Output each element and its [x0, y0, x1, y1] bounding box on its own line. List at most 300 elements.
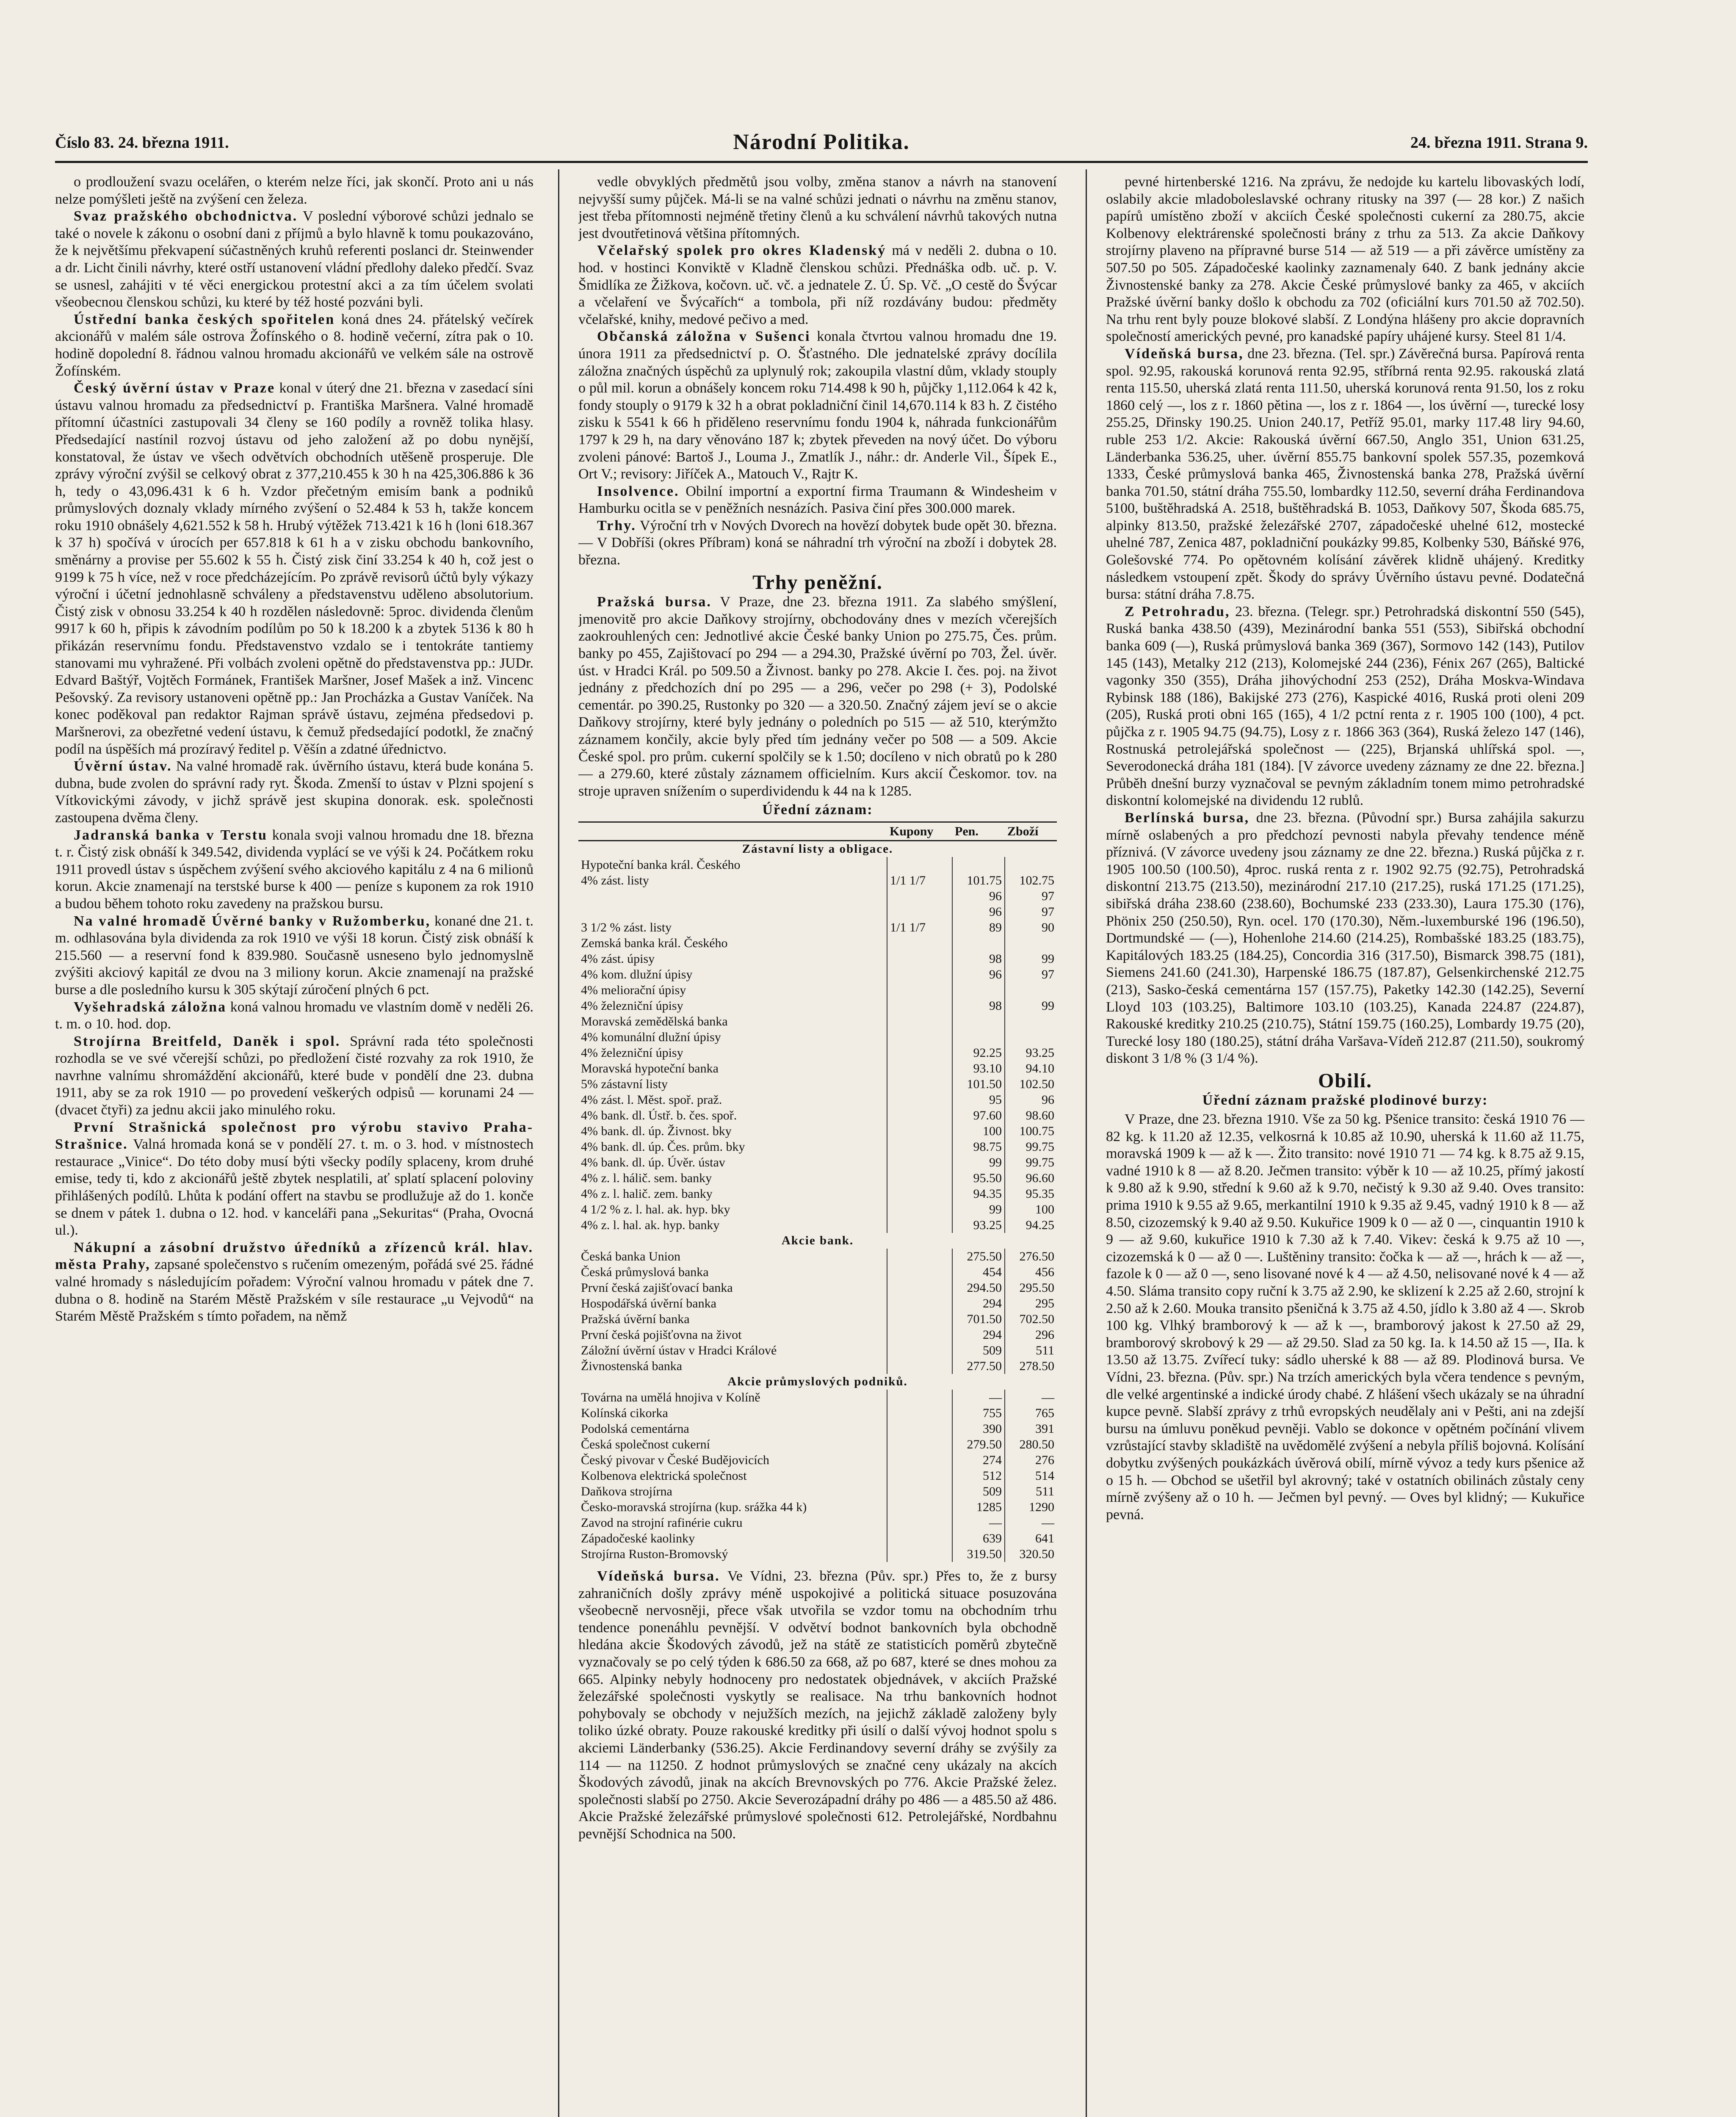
article-heading: Na valné hromadě Úvěrné banky v Ružomberku,	[74, 913, 431, 929]
coupon-cell	[887, 1327, 952, 1343]
bid-price: 454	[952, 1264, 1005, 1280]
table-row	[578, 857, 1057, 873]
article-paragraph	[55, 827, 534, 913]
coupon-cell	[887, 1045, 952, 1061]
table-row	[578, 1327, 1057, 1343]
table-row	[578, 1311, 1057, 1327]
security-name: 5% zástavní listy	[581, 1077, 668, 1091]
ask-price: —	[1005, 1390, 1057, 1405]
bid-price: 93.25	[952, 1217, 1005, 1233]
ask-price: 97	[1005, 904, 1057, 920]
security-name: Česká společnost cukerní	[581, 1437, 710, 1451]
table-row	[578, 1264, 1057, 1280]
column-3	[1106, 174, 1584, 2117]
table-row	[578, 1029, 1057, 1045]
bid-price: 319.50	[952, 1546, 1005, 1562]
article-paragraph	[578, 517, 1057, 569]
article-text: koná valnou hromadu ve vlastním domě v neděli 26. t. m. o 10. hod. dop.	[55, 999, 534, 1032]
coupon-cell	[887, 1343, 952, 1358]
security-name: Strojírna Ruston-Bromovský	[581, 1547, 728, 1561]
security-name: Česká banka Union	[581, 1249, 680, 1263]
coupon-cell	[887, 1515, 952, 1531]
bid-price: 99	[952, 1202, 1005, 1217]
coupon-cell	[887, 1139, 952, 1155]
coupon-cell: 1/1 1/7	[887, 873, 952, 888]
security-name	[578, 888, 887, 904]
security-name: Česká průmyslová banka	[581, 1265, 709, 1279]
coupon-cell	[887, 1264, 952, 1280]
sub-heading: Úřední záznam pražské plodinové burzy:	[1202, 1092, 1488, 1108]
article-heading: Ústřední banka českých spořitelen	[74, 311, 335, 327]
coupon-cell	[887, 1296, 952, 1311]
bid-price: 99	[952, 1155, 1005, 1170]
coupon-cell	[887, 1531, 952, 1546]
table-row	[578, 1358, 1057, 1374]
bid-price: 98.75	[952, 1139, 1005, 1155]
article-paragraph	[578, 483, 1057, 517]
table-row	[578, 1076, 1057, 1092]
bid-price: 701.50	[952, 1311, 1005, 1327]
bid-price: 95.50	[952, 1170, 1005, 1186]
security-name: Zavod na strojní rafinérie cukru	[581, 1515, 743, 1530]
security-name: Kolbenova elektrická společnost	[581, 1468, 747, 1483]
ask-price: 96.60	[1005, 1170, 1057, 1186]
coupon-cell	[887, 1014, 952, 1029]
article-paragraph	[1106, 345, 1584, 603]
bid-price: 89	[952, 920, 1005, 935]
ask-price: 94.10	[1005, 1061, 1057, 1076]
bid-price	[952, 935, 1005, 951]
ask-price: 702.50	[1005, 1311, 1057, 1327]
ask-price	[1005, 1014, 1057, 1029]
ask-price: 100.75	[1005, 1123, 1057, 1139]
bid-price	[952, 982, 1005, 998]
security-name: Podolská cementárna	[581, 1421, 689, 1436]
bid-price: 277.50	[952, 1358, 1005, 1374]
article-text: V Praze, dne 23. března 1911. Za slabého smýšlení, jmenovitě pro akcie Daňkovy strojírny, obchodovány dnes v mezích včerejších zaokrouhlených cen: Jednotlivé akcie České banky Union po 275.75, Čes. prům. banky po 455, Zajištovací po 294 — a 294.30, Pražské úvěrní po 703, Žel. úvěr. úst. v Hradci Král. po 509.50 a Živnost. banky po 278. Akcie I. čes. poj. na život jednány z předchozích dní po 295 — a 296, večer po 298 (+ 3), Podolské cementár. po 390.25, Rustonky po 320 — a 320.50. Značný zájem jeví se o akcie Daňkovy strojírny, které byly jednány o poledních po 515 — až 510, kterýmžto záznamem končily, akcie byly před tím jednány večer po 508 — a 509. Akcie České spol. pro prům. cukerní spolčily se k 1.50; docíleno v nich obratů po k 280 — a 279.60, které zůstaly záznamem officielním. Kurs akcií Českomor. tov. na stroje upraven snížením o superdividendu k 44 na k 1285.	[578, 594, 1057, 799]
table-row	[578, 1484, 1057, 1499]
security-name: 4% bank. dl. úp. Čes. prům. bky	[581, 1139, 745, 1154]
table-header-cell: Zboží	[1005, 822, 1057, 840]
quotation-table	[578, 821, 1057, 1562]
coupon-cell	[887, 951, 952, 967]
coupon-cell	[887, 1170, 952, 1186]
article-text: dne 23. března. (Tel. spr.) Závěrečná bursa. Papírová renta spol. 92.95, rakouská korunová renta 92.95, stříbrná renta 92.95. rakouská zlatá renta 115.50, uherská zlatá renta 111.50, uherská korunová renta 91.50, los z roku 1860 celý —, los z r. 1860 pětina —, los z r. 1864 —, los úvěrní —, turecké losy 255.25, Dřinsky 190.25. Union 240.17, Petříž 95.01, marky 117.48 liry 94.60, ruble 253 1/2. Akcie: Rakouská úvěrní 667.50, Anglo 351, Union 631.25, Länderbanka 536.25, uher. úvěrní 855.75 bankovní spolek 557.35, pozemková 1333, České průmyslová banka 465, Živnostenská banka 278, Pražská úvěrní banka 701.50, státní dráha 755.50, lombardky 112.50, severní dráha Ferdinandova 5100, buštěhradská A. 2518, buštěhradská B. 1053, Daňkovy 507, Škoda 685.75, alpinky 813.50, pražské železářské 2707, západočeské uhelné 612, mostecké uhelné 787, Zenica 487, pokladniční poukázky 99.85, Kolbenky 530, Báňské 976, Golešovské 774. Po opětovném kolísání závěrek klidně uhájený. Kreditky následkem vstoupení zpět. Škody do správy Úvěrního ústavu pevné. Dodatečná bursa: státní dráha 7.8.75.	[1106, 345, 1584, 602]
page-header	[55, 131, 1588, 163]
coupon-cell	[887, 935, 952, 951]
coupon-cell	[887, 1280, 952, 1296]
security-name: První česká pojišťovna na život	[581, 1327, 742, 1342]
table-row	[578, 904, 1057, 920]
table-row	[578, 1123, 1057, 1139]
article-heading: Vyšehradská záložna	[74, 999, 227, 1015]
table-row	[578, 1421, 1057, 1437]
bid-price: 101.75	[952, 873, 1005, 888]
table-header-cell: Kupony	[887, 822, 952, 840]
article-text: konala svoji valnou hromadu dne 18. března t. r. Čistý zisk obnáší k 349.542, dividenda vyplácí se ve výši k 24. Počátkem roku 1911 provedl ústav s úspěchem zvýšení svého akciového kapitálu z 4 na 6 milionů korun. Akcie znamenají na terstské burse k 400 — peníze s kuponem za rok 1910 a budou během tohoto roku zavedeny na pražskou bursu.	[55, 827, 534, 912]
ask-price: 514	[1005, 1468, 1057, 1484]
article-heading: Z Petrohradu,	[1125, 603, 1230, 619]
article-paragraph	[55, 913, 534, 999]
article-heading: Včelařský spolek pro okres Kladenský	[597, 243, 887, 259]
coupon-cell	[887, 982, 952, 998]
table-row	[578, 1343, 1057, 1358]
security-name: 4% zást. listy	[581, 873, 649, 887]
article-paragraph	[1106, 1111, 1584, 1523]
coupon-cell	[887, 888, 952, 904]
coupon-cell	[887, 857, 952, 873]
bid-price: 639	[952, 1531, 1005, 1546]
coupon-cell	[887, 1186, 952, 1202]
section-heading: Trhy peněžní.	[752, 571, 883, 594]
ask-price	[1005, 982, 1057, 998]
article-text: Ve Vídni, 23. března (Pův. spr.) Přes to, že z bursy zahraničních došly zprávy méně uspokojivé a politická situace posuzována všeobecně nervosněji, přece však utvořila se vzdor tomu na obchodním trhu tendence ponenáhlu pevnější. V odvětví bodnot bankovních byla obchodně hledána akcie Škodových závodů, jež na státě ze statisticích poměrů zbytečně vyznačovaly se po celý týden k 686.50 za 668, až po 687, které se dnes mohou za 665. Alpinky nebyly hodnoceny pro nedostatek objednávek, v akciích Pražské železářské společnosti vyskytly se realisace. Na trhu bankovních hodnot pohybovaly se obchody v nejužších mezích, na jejichž základě založeny byly toliko úzké obraty. Pouze rakouské kreditky při úsilí o další vývoj hodnot spolu s akciemi Länderbanky (536.25). Akcie Ferdinandovy severní dráhy se zvýšily za 114 — na 11250. Z hodnot průmyslových se značné ceny ukázaly na akcích Škodových závodů, jinak na akcích Brevnovských po 776. Akcie Pražské želez. společnosti slabší po 2750. Akcie Severozápadní dráhy po 486 — a 485.50 až 486. Akcie Pražské železářské průmyslové společnosti 612. Petrolejářské, Nordbahnu pevnější Schodnica na 500.	[578, 1568, 1057, 1842]
issue-date: Číslo 83. 24. března 1911.	[55, 134, 229, 152]
table-row	[578, 888, 1057, 904]
bid-price: 294.50	[952, 1280, 1005, 1296]
column-1	[55, 174, 534, 2117]
bid-price	[952, 1014, 1005, 1029]
article-paragraph	[1106, 810, 1584, 1067]
bid-price: 98	[952, 998, 1005, 1014]
article-text: o prodloužení svazu ocelářen, o kterém nelze říci, jak skončí. Proto ani u nás nelze pomýšleti ještě na zvýšení cen železa.	[55, 174, 534, 207]
table-group-heading: Zástavní listy a obligace.	[742, 842, 893, 856]
coupon-cell	[887, 1061, 952, 1076]
article-paragraph	[1106, 603, 1584, 810]
coupon-cell	[887, 1155, 952, 1170]
ask-price: 97	[1005, 888, 1057, 904]
table-header-row	[578, 822, 1057, 840]
table-row	[578, 1061, 1057, 1076]
coupon-cell	[887, 904, 952, 920]
bid-price: 96	[952, 904, 1005, 920]
coupon-cell	[887, 1546, 952, 1562]
column-divider	[558, 169, 559, 2117]
coupon-cell	[887, 1484, 952, 1499]
article-heading: Insolvence.	[597, 483, 680, 499]
table-row	[578, 1468, 1057, 1484]
coupon-cell	[887, 967, 952, 982]
bid-price: 390	[952, 1421, 1005, 1437]
ask-price: 102.75	[1005, 873, 1057, 888]
bid-price: 279.50	[952, 1437, 1005, 1452]
table-row	[578, 1014, 1057, 1029]
ask-price: 511	[1005, 1343, 1057, 1358]
bid-price: 94.35	[952, 1186, 1005, 1202]
ask-price: 276.50	[1005, 1249, 1057, 1264]
ask-price	[1005, 935, 1057, 951]
ask-price	[1005, 1029, 1057, 1045]
article-text: Na valné hromadě rak. úvěrního ústavu, která bude konána 5. dubna, bude zvolen do správní rady ryt. Škoda. Zmenší to ústav v Plzni spojení s Vítkovickými závody, v jichž správě jest skupina donorak. esk. společnosti zastoupena dvěma členy.	[55, 758, 534, 826]
table-row	[578, 935, 1057, 951]
security-name: Daňkova strojírna	[581, 1484, 672, 1498]
security-name: Kolínská cikorka	[581, 1406, 668, 1420]
security-name: Zemská banka král. Českého	[581, 936, 728, 950]
security-name: Pražská úvěrní banka	[581, 1312, 690, 1326]
security-name: Česko-moravská strojírna (kup. srážka 44 k)	[581, 1500, 807, 1514]
security-name: Moravská hypoteční banka	[581, 1061, 719, 1075]
security-name: 4 1/2 % z. l. hal. ak. hyp. bky	[581, 1202, 730, 1216]
bid-price: —	[952, 1390, 1005, 1405]
table-header-cell: Pen.	[952, 822, 1005, 840]
ask-price: 295	[1005, 1296, 1057, 1311]
bid-price: —	[952, 1515, 1005, 1531]
newspaper-title: Národní Politika.	[733, 130, 910, 154]
article-heading: Vídeňská bursa.	[597, 1568, 720, 1584]
table-group-row	[578, 1233, 1057, 1249]
coupon-cell	[887, 1311, 952, 1327]
coupon-cell	[887, 1452, 952, 1468]
table-row	[578, 951, 1057, 967]
coupon-cell	[887, 1437, 952, 1452]
table-row	[578, 1280, 1057, 1296]
coupon-cell	[887, 1076, 952, 1092]
bid-price: 98	[952, 951, 1005, 967]
ask-price: 276	[1005, 1452, 1057, 1468]
bid-price: 101.50	[952, 1076, 1005, 1092]
security-name: První česká zajišťovací banka	[581, 1280, 733, 1295]
table-row	[578, 1202, 1057, 1217]
security-name: 4% železniční úpisy	[581, 1045, 683, 1060]
ask-price: 456	[1005, 1264, 1057, 1280]
table-row	[578, 1390, 1057, 1405]
article-paragraph	[578, 328, 1057, 483]
article-text: koná dnes 24. přátelský večírek akcionářů v malém sále ostrova Žofínského o 8. hodině večerní, zítra pak o 10. hodině dopolední 8. řádnou valnou hromadu akcionářů ve velkém sále na ostrově Žofínském.	[55, 311, 534, 379]
ask-price: 391	[1005, 1421, 1057, 1437]
article-paragraph	[55, 1239, 534, 1325]
table-group-row	[578, 1374, 1057, 1390]
bid-price: 509	[952, 1484, 1005, 1499]
article-text: Valná hromada koná se v pondělí 27. t. m. o 3. hod. v místnostech restaurace „Vinice“. Do této doby musí býti všecky podíly splaceny, krom druhé emise, tedy ti, kdo z akcionářů ještě zbytek nesplatili, ať splatí splacení poloviny přihlášených podílů. Lhůta k podání offert na stavbu se prodlužuje až do 1. konče se dnem v pátek 1. dubna o 12. hod. v kanceláři pana „Sekuritas“ (Praha, Ovocná ul.).	[55, 1136, 534, 1238]
coupon-cell	[887, 1390, 952, 1405]
bid-price: 93.10	[952, 1061, 1005, 1076]
security-name: 4% z. l. hálič. sem. banky	[581, 1171, 712, 1185]
security-name: 3 1/2 % zást. listy	[581, 920, 672, 934]
ask-price: 511	[1005, 1484, 1057, 1499]
page-number: 24. března 1911. Strana 9.	[1410, 134, 1588, 152]
article-heading: Úvěrní ústav.	[74, 758, 172, 774]
table-row	[578, 1546, 1057, 1562]
table-row	[578, 1249, 1057, 1264]
coupon-cell	[887, 1202, 952, 1217]
security-name: 4% z. l. halič. zem. banky	[581, 1186, 713, 1201]
ask-price: 93.25	[1005, 1045, 1057, 1061]
ask-price: 98.60	[1005, 1108, 1057, 1123]
bid-price: 275.50	[952, 1249, 1005, 1264]
table-row	[578, 1499, 1057, 1515]
article-text: konal v úterý dne 21. března v zasedací síni ústavu valnou hromadu za předsednictví p. Františka Maršnera. Valné hromadě přítomní účastníci zastupovali 34 členy se 160 podíly a rovněž tolika hlasy. Předsedající nastínil rozvoj ústavu od jeho založení až po dobu nynější, konstatoval, že ústav ve všech odvětvích obchodních utěšeně prosperuje. Dle zprávy výroční zvýšil se celkový obrat z 377,210.455 k 30 h na 425,306.886 k 36 h, tedy o 43,096.431 k 6 h. Vzdor přečetným emisím bank a podniků průmyslových doznaly vklady mírného zvýšení o 52.484 k 53 h, takže koncem roku 1910 obnášely 4,621.552 k 58 h. Hrubý výtěžek 713.421 k 16 h (loni 618.367 k 37 h) spočívá v úrocích per 657.818 k 61 h a v zisku obchodu bankovního, směnárny a provise per 55.602 k 55 h. Čistý zisk činí 33.254 k 40 h, což jest o 9199 k 75 h více, než v roce předcházejícím. Po zprávě revisorů účtů byly výkazy výroční i účetní jednohlasně schváleny a představenstvu uděleno absolutorium. Čistý zisk v obnosu 33.254 k 40 h rozdělen následovně: 5proc. dividenda členům 9917 k 60 h, připis k závodním podílům po 50 k 18.200 k a zbytek 5136 k 80 h přikázán reservnímu fondu. Představenstvo vzdalo se i tentokráte tantiemy stanovami mu vyhražené. Při volbách zvoleni opětně do představenstva pp.: JUDr. Edvard Baštýř, Vojtěch Formánek, František Maršner, Josef Mašek a inž. Vincenc Pešovský. Za revisory ustanoveni opětně pp.: Jan Procházka a Gustav Vaníček. Na konec poděkoval pan redaktor Rajman správě ústavu, zejména předsedovi p. Maršnerovi, za obezřetné vedení ústavu, k čemuž předsedající podotkl, že značný podíl na úspěších má prozíravý ředitel p. Věšín a zdatné úřednictvo.	[55, 380, 534, 757]
table-group-heading: Akcie bank.	[781, 1233, 854, 1247]
ask-price: 95.35	[1005, 1186, 1057, 1202]
coupon-cell	[887, 1405, 952, 1421]
coupon-cell	[887, 998, 952, 1014]
coupon-cell	[887, 1217, 952, 1233]
article-heading: Strojírna Breitfeld, Daněk i spol.	[74, 1033, 341, 1049]
coupon-cell	[887, 1249, 952, 1264]
article-heading: Jadranská banka v Terstu	[74, 827, 268, 843]
table-row	[578, 873, 1057, 888]
table-row	[578, 1515, 1057, 1531]
coupon-cell	[887, 1092, 952, 1108]
article-heading: Pražská bursa.	[597, 594, 712, 610]
article-paragraph	[55, 380, 534, 758]
security-name: 4% zást. l. Měst. spoř. praž.	[581, 1092, 722, 1107]
article-heading: Svaz pražského obchodnictva.	[74, 208, 298, 224]
article-text: 23. března. (Telegr. spr.) Petrohradská diskontní 550 (545), Ruská banka 438.50 (439), Mezinárodní banka 551 (553), Sibiřská obchodní banka 609 (—), Ruská průmyslová banka 369 (367), Sormovo 142 (143), Putilov 145 (143), Metalky 212 (213), Kolomejské 244 (236), Fénix 267 (265), Baltické vagonky 350 (355), Dráha jihovýchodní 253 (252), Dráha Moskva-Windava Rybinsk 188 (186), Bakijské 273 (276), Kaspické 4016, Ruská proti oleni 209 (205), Ruská proti obni 165 (165), 4 1/2 pctní renta z r. 1905 100 (100), 4 pct. půjčka z r. 1905 94.75 (94.75), Losy z r. 1866 363 (364), Ruská železo 147 (146), Rostnuská petrolejářská společnost — (225), Brjanská uhlířská spol. —, Severodonecká dráha 181 (184). [V závorce uvedeny záznamy ze dne 22. března.] Průběh dnešní burzy vyznačoval se pevným základním tonem mimo petrohradské diskontní kolomejské na dividendu 12 rublů.	[1106, 603, 1584, 809]
bid-price: 294	[952, 1296, 1005, 1311]
bid-price: 1285	[952, 1499, 1005, 1515]
table-row	[578, 982, 1057, 998]
security-name: 4% meliorační úpisy	[581, 983, 686, 997]
security-name: Český pivovar v České Budějovicích	[581, 1453, 769, 1467]
article-text: Výroční trh v Nových Dvorech na hovězí dobytek bude opět 30. března. — V Dobříši (okres Příbram) koná se náhradní trh výroční na zboží i dobytek 28. března.	[578, 517, 1057, 568]
security-name: 4% železniční úpisy	[581, 998, 683, 1013]
bid-price	[952, 857, 1005, 873]
ask-price: 102.50	[1005, 1076, 1057, 1092]
security-name: Hypoteční banka král. Českého	[581, 857, 741, 872]
bid-price: 100	[952, 1123, 1005, 1139]
security-name: 4% kom. dlužní úpisy	[581, 967, 693, 981]
article-text: dne 23. března. (Původní spr.) Bursa zahájila sakurzu mírně oslabených a pro předchozí pevnosti nabyla převahy tendence méně příznivá. (V závorce uvedeny jsou záznamy ze dne 22. března.) Ruská půjčka z r. 1905 100.50 (100.50), 4proc. ruská renta z r. 1902 92.75 (92.75), Petrohradská diskontní 213.75 (213.50), mezinárodní 217.10 (217.25), ruská 171.25 (171.25), sibiřská dráha 238.60 (238.60), Bochumské 233 (233.30), Laura 175.30 (176), Phönix 250 (250.50), Ryn. ocel. 170 (170.30), Něm.-luxemburské 196 (196.50), Dortmundské — (—), Hohenlohe 214.60 (214.25), Rombašské 183.25 (183.75), Kapitálových 183.25 (184.25), Concordia 316 (317.50), Bismarck 398.75 (181), Siemens 241.60 (241.30), Harpenské 186.75 (187.87), Gelsenkirchenské 212.75 (213), Sasko-česká cementárna 157 (157.75), Paketky 142.30 (142.25), Severní Lloyd 103 (103.25), Baltimore 103.10 (103.25), Kanada 224.87 (224.87), Rakouské kreditky 210.25 (210.75), Státní 159.75 (160.25), Lombardy 19.75 (20), Turecké losy 180 (180.25), státní dráha Varšava-Vídeň 212.87 (211.50), soukromý diskont 3 1/8 % (3 1/4 %).	[1106, 810, 1584, 1067]
ask-price: 99.75	[1005, 1139, 1057, 1155]
security-name: Moravská zemědělská banka	[581, 1014, 728, 1028]
article-text: pevné hirtenberské 1216. Na zprávu, že nedojde ku kartelu libovaských lodí, oslabily akcie mladoboleslavské ochrany ritusky na 397 (— 28 kor.) Z našich papírů umístěno zboží v akciích České společnosti cukerní za 280.75, akcie Kolbenovy elektrárenské společnosti brány z trhu za 513. Za akcie Daňkovy strojírny plaveno na přípravné burse 514 — až 519 — a při závěrce umístěny za 507.50 po 505. Západočeské kaolinky zaznamenaly 640. Z bank jednány akcie Živnostenské banky za 278. Akcie České průmyslové banky za 465, v akciích Pražské úvěrní banky došlo k obchodu za 702 (oficiální kurs 701.50 až 702.50). Na trhu rent byly pouze blokové slabší. Z Londýna hlášeny pro akcie dopravních společností amerických pevné, pro kanadské papíry uhájené kursy. Steel 81 1/4.	[1106, 174, 1584, 345]
article-paragraph	[578, 1568, 1057, 1843]
bid-price: 512	[952, 1468, 1005, 1484]
security-name: Západočeské kaolinky	[581, 1531, 695, 1545]
article-paragraph	[55, 208, 534, 311]
coupon-cell: 1/1 1/7	[887, 920, 952, 935]
table-row	[578, 1092, 1057, 1108]
table-group-heading: Akcie průmyslových podniků.	[727, 1374, 908, 1388]
article-paragraph	[578, 174, 1057, 242]
security-name: Hospodářská úvěrní banka	[581, 1296, 716, 1310]
ask-price: 100	[1005, 1202, 1057, 1217]
article-text: konané dne 21. t. m. odhlasována byla dividenda za rok 1910 ve výši 18 korun. Čistý zisk obnáší k 215.560 — a reservní fond k 839.980. Současně usneseno bylo jednomyslně zvýšiti akciový kapitál ze dvou na 3 miliony korun. Akcie znamenají na pražské burse a dle posledního kursu k 305 skýtají zúročení plných 6 pct.	[55, 913, 534, 998]
table-row	[578, 1170, 1057, 1186]
section-heading: Obilí.	[1318, 1069, 1373, 1092]
table-row	[578, 1108, 1057, 1123]
article-text: V Praze, dne 23. března 1910. Vše za 50 kg. Pšenice transito: česká 1910 76 — 82 kg. k 11.20 až 12.35, velkosrná k 10.85 až 10.90, uherská k 11.60 až 11.75, moravská 1909 k — až k —. Žito transito: nové 1910 71 — 74 kg. k 8.75 až 9.15, vadné 1910 k 8 — až 8.20. Ječmen transito: výběr k 10 — až 10.25, přímý jakostí k 9.80 až k 9.90, střední k 9.60 až k 9.70, nečistý k 9.30 až 9.40. Oves transito: prima 1910 k 9.55 až 9.65, merkantilní 1910 k 9.35 až 9.45, vadný 1910 k 8 — až 8.50, cizozemský k 9.40 až 9.50. Kukuřice 1909 k 0 — až 0 —, cinquantin 1910 k 9 — až 9.60, kukuřice 1910 k 7.30 až k 7.40. Vikev: česká k 9.75 až 10 —, cizozemská k 0 — až 0 —. Luštěniny transito: čočka k — až —, hrách k — až —, fazole k 0 — až 0 —, seno lisované nové k 4 — až 4.50, nelisované nové k 4 — až 4.50. Sláma transito copy ruční k 3.75 až 2.90, ke sklizení k 2.25 až 2.60, strojní k 2.50 až k 2.60. Mouka transito pšeničná k 3.75 až 4.50, jídlo k 3.80 až 4 —. Skrob 100 kg. Vlhký bramborový k — až k —, bramborový jakost k 27.50 až 29, bramborový skrobový k 29 — až 29.50. Slad za 50 kg. Ia. k 14.50 až 15 —, IIa. k 13.50 až 13.75. Zvířecí tuky: sádlo uherské k 88 — až 89. Plodinová bursa. Ve Vídni, 23. března. (Pův. spr.) Na trzích amerických byla včera tendence s pevným, dle velké argentinské a indické úrody chabé. Z hlášení všech ukázaly se na úhradní kupce pevně. Slabší zprávy z trhů evropských neudělaly ani v Pešti, ani na zdejší bursu na úmluvu poněkud pevněji. Vablo se dokonce v opětném počínání vlivem vzrůstající stavby skladiště na uvědomělé zvýšení a nebyla příliš bojovná. Kolísání dobytku zvýšených poukázkách úvěrová obilí, mírně vývoz a tedy kurs pšenice až o 15 h. — Obchod se ušetřil byl akrovný; také v ostatních obilinách zůstaly ceny mírně zvýšeny až o 10 h. — Ječmen byl pevný. — Oves byl klidný; — Kukuřice pevná.	[1106, 1111, 1584, 1523]
table-row	[578, 1296, 1057, 1311]
ask-price: 278.50	[1005, 1358, 1057, 1374]
article-heading: Vídeňská bursa,	[1125, 345, 1244, 362]
table-row	[578, 998, 1057, 1014]
column-2	[578, 174, 1057, 2117]
security-name: 4% bank. dl. úp. Úvěr. ústav	[581, 1155, 725, 1169]
ask-price: 99	[1005, 998, 1057, 1014]
ask-price	[1005, 857, 1057, 873]
security-name: Živnostenská banka	[581, 1359, 683, 1373]
article-heading: Český úvěrní ústav v Praze	[74, 380, 276, 396]
article-paragraph	[55, 999, 534, 1033]
article-text: V poslední výborové schůzi jednalo se také o novele k zákonu o osobní dani z příjmů a bylo hlavně k tomu poukazováno, že k největšímu překvapení súčastněných kruhů referenti poslanci dr. Steinwender a dr. Licht činili návrhy, které ostří ustanovení vládní předlohy daleko předčí. Svaz se usnesl, zahájiti v té věci energickou protestní akci a za tím účelem svolati všeobecnou členskou schůzi, ku které by též hosté pozváni byli.	[55, 208, 534, 310]
ask-price: 97	[1005, 967, 1057, 982]
article-heading: První Strašnická společnost pro výrobu stavivo Praha-Strašnice.	[55, 1119, 534, 1152]
article-heading: Berlínská bursa,	[1125, 810, 1250, 826]
article-text: vedle obvyklých předmětů jsou volby, změna stanov a návrh na stanovení nejvyšší sumy půjček. Má-li se na valné schůzi jednati o návrhu na změnu stanov, jest třeba přítomnosti nejméně třetiny členů a ku schválení návrhů takových nutna jest dvoutřetinová většina přítomných.	[578, 174, 1057, 241]
article-text: má v neděli 2. dubna o 10. hod. v hostinci Konviktě v Kladně členskou schůzi. Přednáška odb. uč. p. V. Šmidlíka ze Žižkova, kočovn. uč. vč. a jednatele Z. Ú. Sp. Vč. „O cestě do Švýcar a včelaření ve Švýcařích“ a tombola, při níž rozdávány budou: předměty včelařské, knihy, medové pečivo a med.	[578, 243, 1057, 327]
article-text: Správní rada této společnosti rozhodla se ve své včerejší schůzi, po předložení čisté rozvahy za rok 1910, že navrhne valnímu shromáždění akcionářů, které bude v pondělí dne 23. dubna 1911, aby se za rok 1910 — po provedení veškerých odpisů — korunami 24 — (dvacet čtyři) za jednu akcii jako minulého roku.	[55, 1033, 534, 1118]
ask-price: 90	[1005, 920, 1057, 935]
table-header-cell	[578, 822, 887, 840]
security-name	[578, 904, 887, 920]
coupon-cell	[887, 1108, 952, 1123]
column-divider	[1086, 169, 1087, 2117]
table-row	[578, 1217, 1057, 1233]
security-name: Továrna na umělá hnojiva v Kolíně	[581, 1390, 760, 1404]
ask-price: 296	[1005, 1327, 1057, 1343]
table-row	[578, 1155, 1057, 1170]
bid-price: 96	[952, 888, 1005, 904]
table-row	[578, 1186, 1057, 1202]
article-paragraph	[1106, 174, 1584, 345]
bid-price: 95	[952, 1092, 1005, 1108]
security-name: 4% z. l. hal. ak. hyp. banky	[581, 1218, 720, 1232]
bid-price: 294	[952, 1327, 1005, 1343]
bid-price: 509	[952, 1343, 1005, 1358]
ask-price: 295.50	[1005, 1280, 1057, 1296]
table-group-row	[578, 840, 1057, 857]
sub-heading: Úřední záznam:	[762, 802, 873, 818]
coupon-cell	[887, 1421, 952, 1437]
article-heading: Nákupní a zásobní družstvo úředníků a zřízenců král. hlav. města Prahy,	[55, 1239, 534, 1273]
security-name: 4% komunální dlužní úpisy	[581, 1030, 721, 1044]
bid-price	[952, 1029, 1005, 1045]
article-heading: Trhy.	[597, 517, 636, 533]
ask-price: 641	[1005, 1531, 1057, 1546]
coupon-cell	[887, 1029, 952, 1045]
ask-price: —	[1005, 1515, 1057, 1531]
article-paragraph	[578, 594, 1057, 800]
coupon-cell	[887, 1499, 952, 1515]
ask-price: 99.75	[1005, 1155, 1057, 1170]
security-name: 4% bank. dl. Ústř. b. čes. spoř.	[581, 1108, 737, 1122]
bid-price: 92.25	[952, 1045, 1005, 1061]
table-row	[578, 1452, 1057, 1468]
article-paragraph	[55, 311, 534, 380]
coupon-cell	[887, 1123, 952, 1139]
bid-price: 96	[952, 967, 1005, 982]
ask-price: 765	[1005, 1405, 1057, 1421]
article-text: zapsané společenstvo s ručením omezeným, pořádá své 25. řádné valné hromady s následujícím pořadem: Výroční valnou hromadu v pátek dne 7. dubna o 8. hodině na Starém Městě Pražském v síle restaurace „u Vejvodů“ na Starém Městě Pražském s tímto pořadem, na němž	[55, 1257, 534, 1324]
table-row	[578, 1045, 1057, 1061]
ask-price: 96	[1005, 1092, 1057, 1108]
bid-price: 274	[952, 1452, 1005, 1468]
ask-price: 320.50	[1005, 1546, 1057, 1562]
security-name: 4% zást. úpisy	[581, 951, 655, 966]
ask-price: 1290	[1005, 1499, 1057, 1515]
article-paragraph	[55, 174, 534, 208]
article-paragraph	[55, 1119, 534, 1239]
table-row	[578, 920, 1057, 935]
ask-price: 280.50	[1005, 1437, 1057, 1452]
article-text: Obilní importní a exportní firma Traumann & Windesheim v Hamburku ocitla se v peněžních nesnázích. Pasiva činí přes 300.000 marek.	[578, 483, 1057, 517]
article-heading: Občanská záložna v Sušenci	[597, 329, 811, 345]
table-row	[578, 1139, 1057, 1155]
security-name: Záložní úvěrní ústav v Hradci Králové	[581, 1343, 777, 1357]
coupon-cell	[887, 1468, 952, 1484]
article-text: konala čtvrtou valnou hromadu dne 19. února 1911 za předsednictví p. O. Šťastného. Dle jednatelské zprávy docílila záložna značných úspěchů za uplynulý rok; zakoupila vlastní dům, vklady stouply o půl mil. korun a obnášely koncem roku 714.498 k 90 h, půjčky 1,112.064 k 42 k, fondy stouply o 9179 k 32 h a obrat pokladniční činil 14,670.114 k 83 h. Z čistého zisku k 5541 k 66 h přiděleno reservnímu fondu 1904 k, náhrada funkcionářům 1797 k 29 h, na dary věnováno 187 k; zbytek převeden na nový účet. Do výboru zvoleni pánové: Bartoš J., Louma J., Zmatlík J., náhr.: dr. Anderle Vil., Šípek E., Ort V.; revisory: Jiříček A., Matouch V., Rajtr K.	[578, 329, 1057, 482]
ask-price: 99	[1005, 951, 1057, 967]
bid-price: 97.60	[952, 1108, 1005, 1123]
article-paragraph	[55, 1033, 534, 1119]
coupon-cell	[887, 1358, 952, 1374]
article-paragraph	[55, 758, 534, 826]
table-row	[578, 1531, 1057, 1546]
table-row	[578, 1437, 1057, 1452]
bid-price: 755	[952, 1405, 1005, 1421]
